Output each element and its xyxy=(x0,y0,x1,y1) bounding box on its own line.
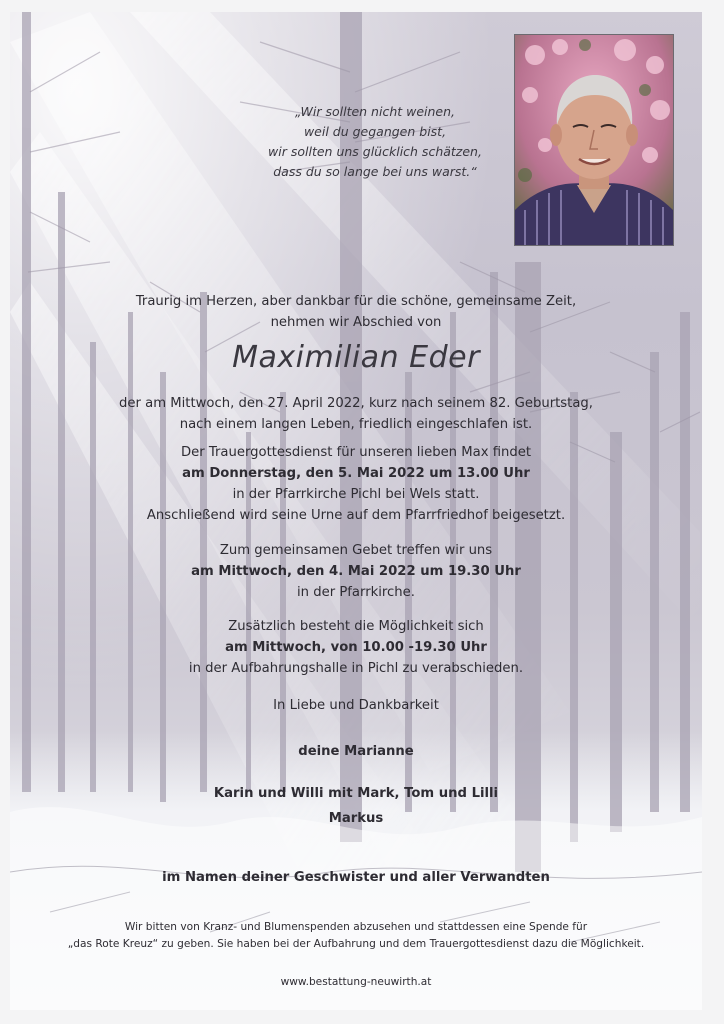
intro-line: Traurig im Herzen, aber dankbar für die schöne, gemeinsame Zeit, xyxy=(135,294,577,309)
memorial-quote xyxy=(235,102,515,182)
mourner-family: Karin und Willi mit Mark, Tom und Lilli xyxy=(213,786,499,801)
funeral-service-info xyxy=(10,442,702,526)
portrait-photo xyxy=(514,34,674,246)
viewing-info xyxy=(10,616,702,679)
deceased-name: Maximilian Eder xyxy=(232,340,480,375)
donation-line: Wir bitten von Kranz- und Blumenspenden abzusehen und stattdessen eine Spende für xyxy=(124,921,588,933)
viewing-line: Zusätzlich besteht die Möglichkeit sich xyxy=(228,619,484,634)
funeral-date: am Donnerstag, den 5. Mai 2022 um 13.00 Uhr xyxy=(182,466,530,481)
intro-line: nehmen wir Abschied von xyxy=(270,315,442,330)
funeral-line: Anschließend wird seine Urne auf dem Pfarrfriedhof beigesetzt. xyxy=(146,508,566,523)
prayer-info xyxy=(10,540,702,603)
quote-line: „Wir sollten nicht weinen, xyxy=(294,104,456,119)
mourner-relatives: im Namen deiner Geschwister und aller Verwandten xyxy=(162,870,550,885)
mourner-marianne: deine Marianne xyxy=(298,744,414,759)
obituary-content xyxy=(10,12,702,1010)
viewing-date: am Mittwoch, von 10.00 -19.30 Uhr xyxy=(225,640,487,655)
intro-text xyxy=(10,291,702,333)
obituary-sheet xyxy=(10,12,702,1010)
viewing-line: in der Aufbahrungshalle in Pichl zu verabschieden. xyxy=(188,661,524,676)
mourner-markus: Markus xyxy=(328,811,384,826)
quote-line: wir sollten uns glücklich schätzen, xyxy=(268,144,482,159)
donation-line: „das Rote Kreuz“ zu geben. Sie haben bei der Aufbahrung und dem Trauergottesdienst dazu die Möglichkeit. xyxy=(67,938,645,950)
donation-note xyxy=(10,919,702,953)
funeral-line: in der Pfarrkirche Pichl bei Wels statt. xyxy=(232,487,480,502)
prayer-line: in der Pfarrkirche. xyxy=(297,585,415,600)
prayer-date: am Mittwoch, den 4. Mai 2022 um 19.30 Uhr xyxy=(191,564,521,579)
funeral-line: Der Trauergottesdienst für unseren lieben Max findet xyxy=(180,445,532,460)
funeral-home-website[interactable]: www.bestattung-neuwirth.at xyxy=(280,976,432,988)
prayer-line: Zum gemeinsamen Gebet treffen wir uns xyxy=(219,543,493,558)
quote-line: dass du so lange bei uns warst.“ xyxy=(273,164,477,179)
death-notice-line: der am Mittwoch, den 27. April 2022, kurz nach seinem 82. Geburtstag, xyxy=(119,396,593,411)
quote-line: weil du gegangen bist, xyxy=(303,124,447,139)
portrait-image xyxy=(515,35,673,245)
death-notice xyxy=(10,393,702,435)
closing-text: In Liebe und Dankbarkeit xyxy=(273,698,439,713)
death-notice-line: nach einem langen Leben, friedlich eingeschlafen ist. xyxy=(179,417,533,432)
